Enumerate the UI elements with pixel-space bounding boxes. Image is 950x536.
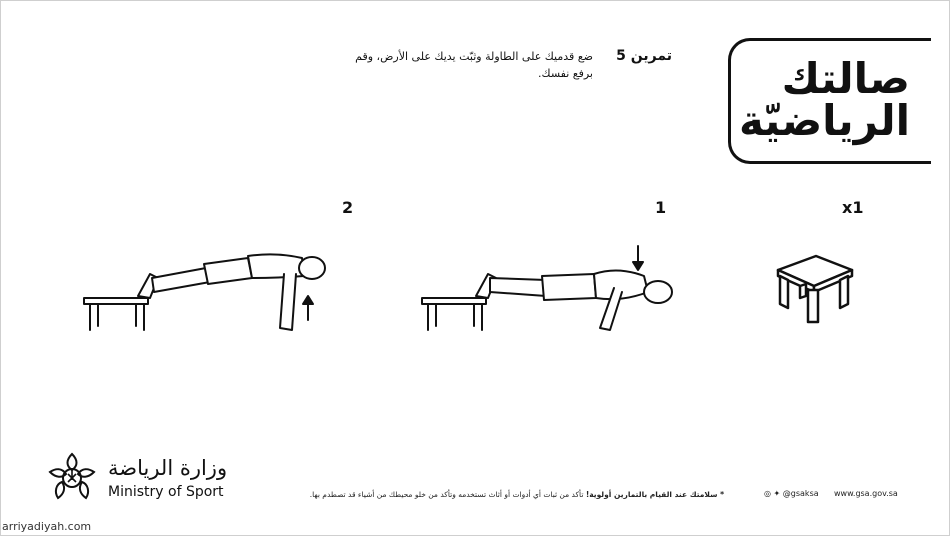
ministry-name-en: Ministry of Sport: [108, 484, 224, 500]
safety-note-bold: * سلامتك عند القيام بالتمارين أولوية!: [585, 490, 724, 499]
watermark: arriyadiyah.com: [2, 520, 92, 533]
social-handle[interactable]: [764, 489, 819, 498]
instagram-icon: ◎: [764, 489, 771, 498]
title-line-2: الرياضيّة: [738, 96, 910, 145]
pushup-up-figure: [80, 244, 332, 336]
ministry-name-ar: وزارة الرياضة: [108, 456, 228, 480]
ministry-logo-icon: [44, 450, 100, 506]
step-label-x1: x1: [842, 198, 864, 217]
pushup-down-figure: [418, 240, 680, 336]
title-line-1: صالتك: [781, 54, 910, 103]
table-icon: [772, 246, 858, 326]
exercise-label: تمرين 5: [616, 48, 672, 64]
step-label-1: 1: [655, 198, 667, 217]
twitter-icon: ✦: [773, 489, 781, 498]
safety-note: [262, 490, 724, 499]
step-label-2: 2: [342, 198, 354, 217]
exercise-instruction: ضع قدميك على الطاولة وثبّت يديك على الأرض، وقم برفع نفسك.: [355, 50, 593, 80]
safety-note-text: تأكد من ثبات أي أدوات أو أثاث تستخدمه وتأكد من خلو محيطك من أشياء قد تصطدم بها.: [309, 490, 586, 499]
social-handle-text: @gsaksa: [782, 489, 819, 498]
website-link[interactable]: www.gsa.gov.sa: [834, 489, 898, 498]
